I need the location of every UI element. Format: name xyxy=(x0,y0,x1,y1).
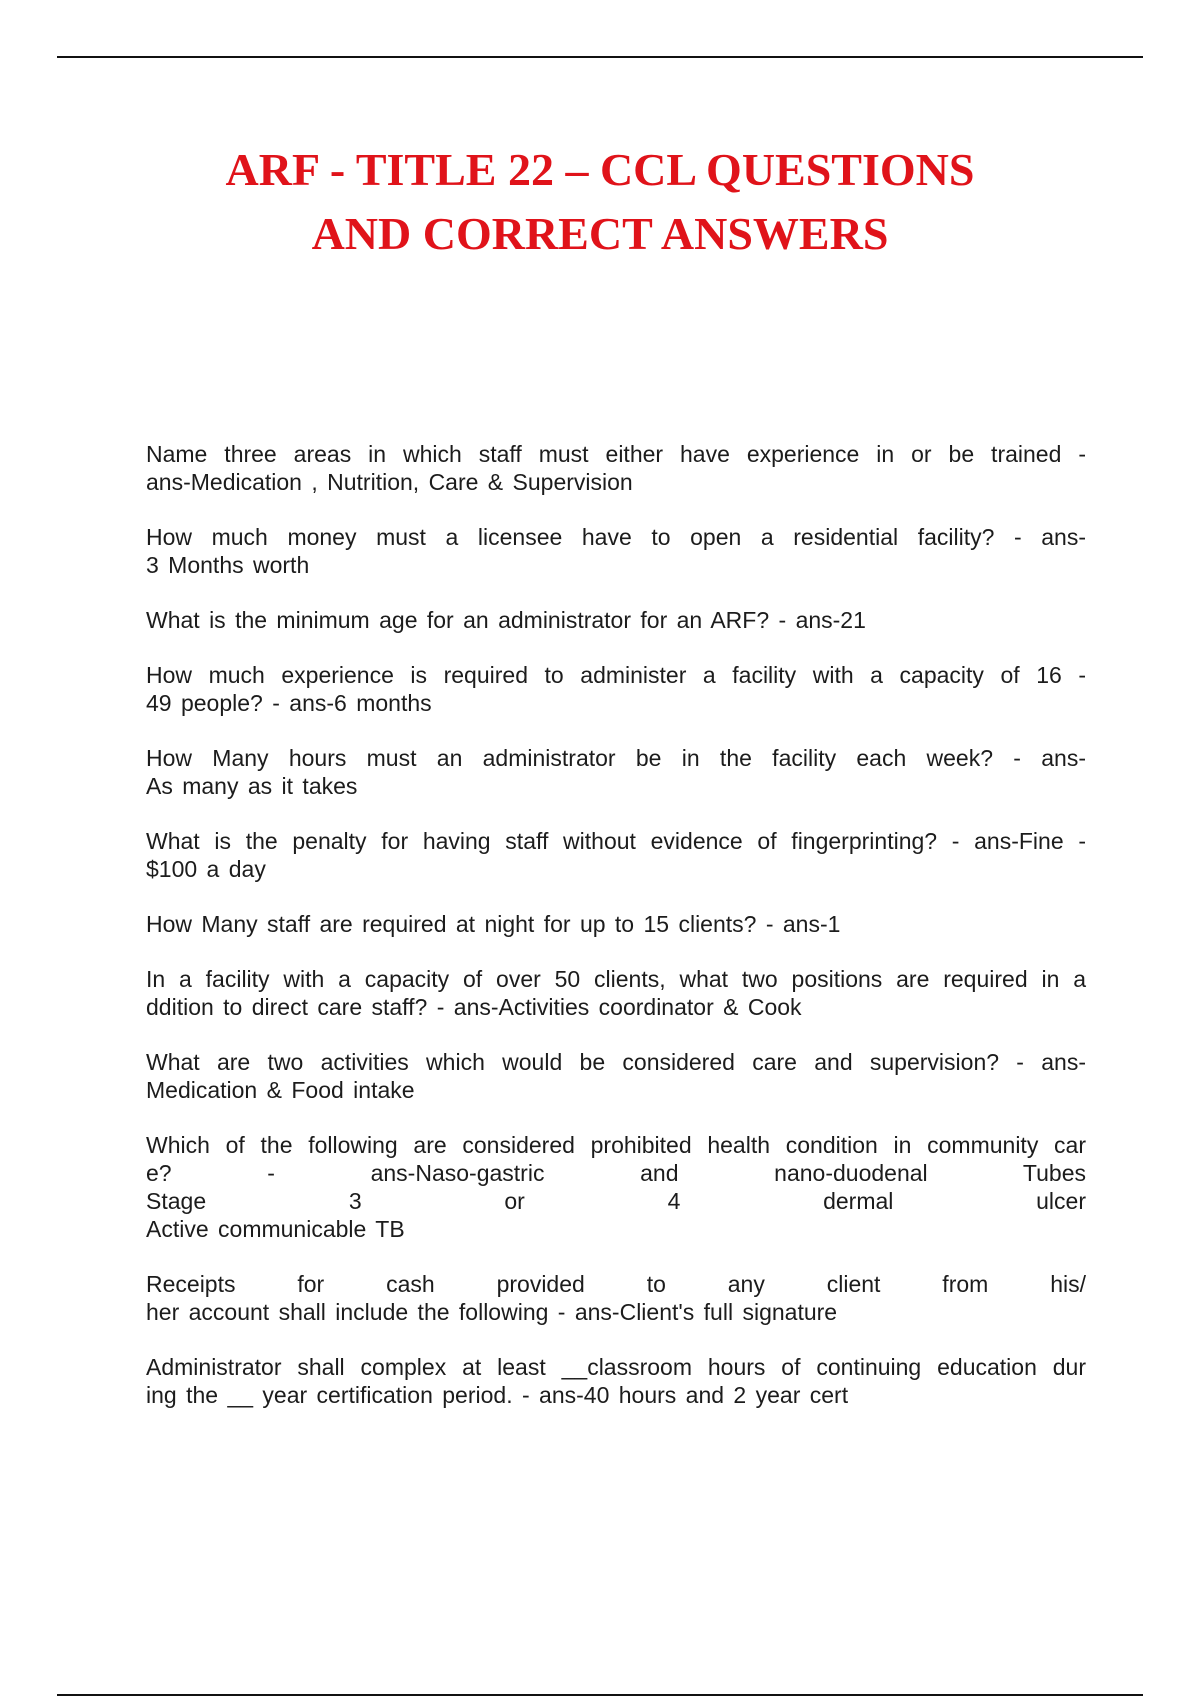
qa-line: Stage 3 or 4 dermal ulcer xyxy=(146,1188,1086,1214)
qa-line: Which of the following are considered prohibited health condition in community car xyxy=(146,1132,1086,1158)
qa-item xyxy=(146,661,1086,717)
qa-item xyxy=(146,1048,1086,1104)
qa-item xyxy=(146,744,1086,800)
title-line-2: AND CORRECT ANSWERS xyxy=(311,208,889,259)
qa-item xyxy=(146,965,1086,1021)
qa-line: ddition to direct care staff? - ans-Activities coordinator & Cook xyxy=(146,994,802,1020)
qa-item xyxy=(146,1131,1086,1243)
qa-item xyxy=(146,606,1086,634)
qa-item xyxy=(146,910,1086,938)
qa-line: As many as it takes xyxy=(146,773,358,799)
qa-line: her account shall include the following - ans-Client's full signature xyxy=(146,1299,838,1325)
qa-item xyxy=(146,523,1086,579)
qa-line: Medication & Food intake xyxy=(146,1077,415,1103)
qa-line: $100 a day xyxy=(146,856,266,882)
qa-line: Receipts for cash provided to any client from his/ xyxy=(146,1271,1086,1297)
qa-list xyxy=(146,440,1086,1436)
document-title xyxy=(100,138,1100,266)
qa-line: ans-Medication , Nutrition, Care & Supervision xyxy=(146,469,633,495)
qa-line: How Many hours must an administrator be in the facility each week? - ans- xyxy=(146,745,1086,771)
qa-line: ing the __ year certification period. - ans-40 hours and 2 year cert xyxy=(146,1382,849,1408)
qa-line: e? - ans-Naso-gastric and nano-duodenal Tubes xyxy=(146,1160,1086,1186)
qa-line: What are two activities which would be considered care and supervision? - ans- xyxy=(146,1049,1086,1075)
qa-line: In a facility with a capacity of over 50 clients, what two positions are required in a xyxy=(146,966,1086,992)
top-rule xyxy=(57,56,1143,58)
qa-line: Administrator shall complex at least __classroom hours of continuing education dur xyxy=(146,1354,1086,1380)
qa-item xyxy=(146,440,1086,496)
qa-item xyxy=(146,827,1086,883)
qa-item xyxy=(146,1270,1086,1326)
title-line-1: ARF - TITLE 22 – CCL QUESTIONS xyxy=(225,144,975,195)
qa-line: 3 Months worth xyxy=(146,552,310,578)
qa-line: What is the penalty for having staff without evidence of fingerprinting? - ans-Fine - xyxy=(146,828,1086,854)
qa-line: What is the minimum age for an administrator for an ARF? - ans-21 xyxy=(146,607,866,633)
qa-line: Active communicable TB xyxy=(146,1216,405,1242)
qa-line: How much experience is required to administer a facility with a capacity of 16 - xyxy=(146,662,1086,688)
qa-line: How much money must a licensee have to open a residential facility? - ans- xyxy=(146,524,1086,550)
qa-line: 49 people? - ans-6 months xyxy=(146,690,432,716)
qa-line: How Many staff are required at night for up to 15 clients? - ans-1 xyxy=(146,911,841,937)
bottom-rule xyxy=(57,1694,1143,1696)
qa-line: Name three areas in which staff must either have experience in or be trained - xyxy=(146,441,1086,467)
qa-item xyxy=(146,1353,1086,1409)
